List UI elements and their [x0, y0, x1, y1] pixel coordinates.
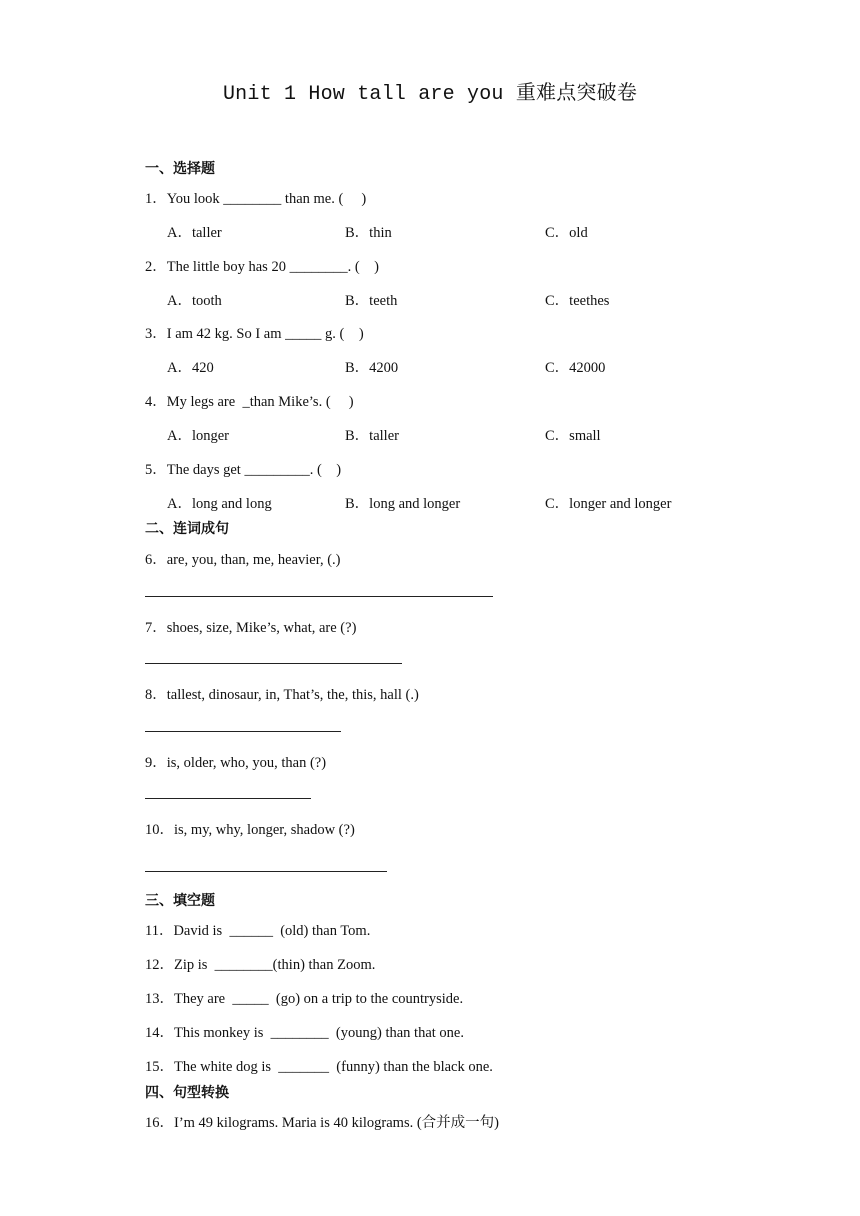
answer-line-6[interactable] [145, 596, 493, 597]
option-2b: B．teeth [345, 293, 398, 309]
option-5c: C．longer and longer [545, 496, 672, 512]
option-5a: A．long and long [167, 496, 272, 512]
option-5b: B．long and longer [345, 496, 461, 512]
question-15: 15．The white dog is _______ (funny) than the black one. [145, 1059, 493, 1075]
answer-line-7[interactable] [145, 663, 402, 664]
option-3b: B．4200 [345, 360, 399, 376]
option-1c: C．old [545, 225, 588, 241]
question-4: 4．My legs are _than Mike’s. ( ) [145, 394, 354, 410]
section-heading-word-order: 二、连词成句 [145, 521, 229, 537]
question-10: 10．is, my, why, longer, shadow (?) [145, 822, 355, 838]
section-heading-choice: 一、选择题 [145, 161, 215, 177]
question-8: 8．tallest, dinosaur, in, That’s, the, this, hall (.) [145, 687, 419, 703]
question-3: 3．I am 42 kg. So I am _____ g. ( ) [145, 326, 364, 342]
question-6: 6．are, you, than, me, heavier, (.) [145, 552, 341, 568]
question-5: 5．The days get _________. ( ) [145, 462, 342, 478]
option-3a: A．420 [167, 360, 214, 376]
option-2a: A．tooth [167, 293, 222, 309]
option-2c: C．teethes [545, 293, 610, 309]
option-1a: A．taller [167, 225, 222, 241]
question-11: 11．David is ______ (old) than Tom. [145, 923, 371, 939]
question-9: 9．is, older, who, you, than (?) [145, 755, 327, 771]
section-heading-fill-blank: 三、填空题 [145, 893, 215, 909]
question-13: 13．They are _____ (go) on a trip to the countryside. [145, 991, 464, 1007]
question-12: 12．Zip is ________(thin) than Zoom. [145, 957, 376, 973]
option-4c: C．small [545, 428, 601, 444]
option-4b: B．taller [345, 428, 399, 444]
question-7: 7．shoes, size, Mike’s, what, are (?) [145, 620, 357, 636]
page-title: Unit 1 How tall are you 重难点突破卷 [222, 83, 638, 106]
question-1: 1．You look ________ than me. ( ) [145, 191, 367, 207]
answer-line-8[interactable] [145, 731, 341, 732]
answer-line-9[interactable] [145, 798, 311, 799]
option-4a: A．longer [167, 428, 230, 444]
option-3c: C．42000 [545, 360, 606, 376]
section-heading-sentence-transform: 四、句型转换 [145, 1085, 229, 1101]
question-2: 2．The little boy has 20 ________. ( ) [145, 259, 379, 275]
answer-line-10[interactable] [145, 871, 387, 872]
option-1b: B．thin [345, 225, 392, 241]
question-14: 14．This monkey is ________ (young) than that one. [145, 1025, 464, 1041]
question-16: 16．I’m 49 kilograms. Maria is 40 kilograms. (合并成一句) [145, 1115, 499, 1131]
